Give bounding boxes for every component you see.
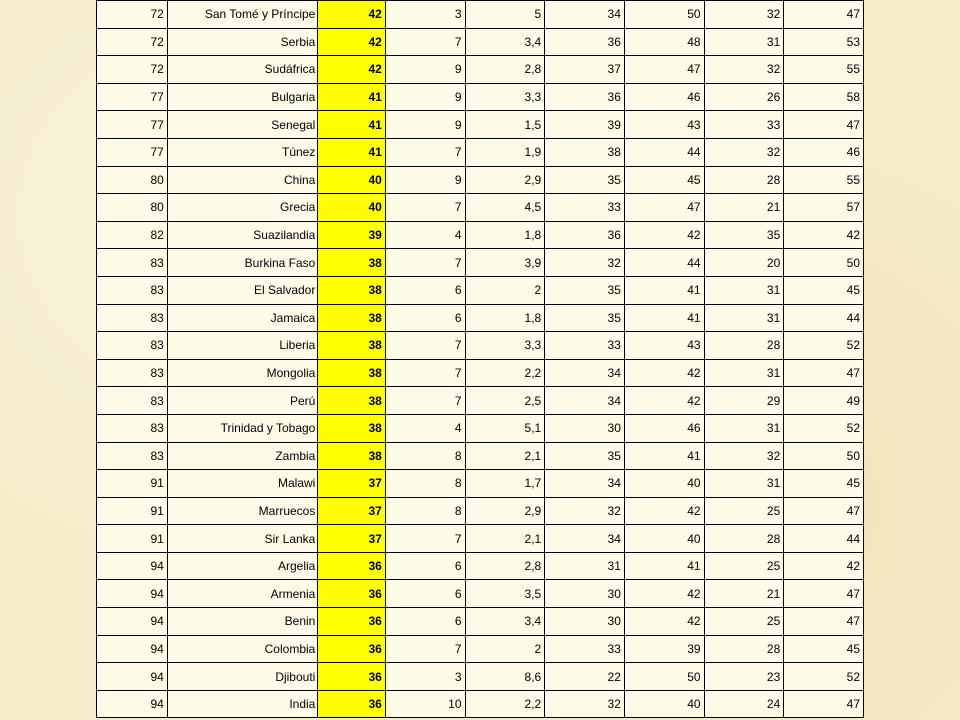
table-row [97, 663, 864, 691]
country-cell: Sir Lanka [167, 525, 318, 553]
value-cell-4: 45 [624, 166, 704, 194]
rank-cell: 83 [97, 304, 168, 332]
value-cell-2: 2,8 [465, 56, 545, 84]
table-row [97, 470, 864, 498]
value-cell-3: 39 [545, 111, 625, 139]
value-cell-4: 46 [624, 83, 704, 111]
value-cell-1: 7 [385, 525, 465, 553]
value-cell-3: 38 [545, 138, 625, 166]
value-cell-1: 8 [385, 470, 465, 498]
value-cell-1: 8 [385, 442, 465, 470]
score-cell: 37 [318, 470, 386, 498]
table-row [97, 249, 864, 277]
value-cell-5: 28 [704, 635, 784, 663]
rank-cell: 83 [97, 276, 168, 304]
score-cell: 36 [318, 663, 386, 691]
country-cell: Argelia [167, 552, 318, 580]
score-cell: 42 [318, 1, 386, 29]
rank-cell: 83 [97, 249, 168, 277]
value-cell-6: 45 [784, 470, 864, 498]
score-cell: 39 [318, 221, 386, 249]
score-cell: 37 [318, 525, 386, 553]
value-cell-4: 39 [624, 635, 704, 663]
value-cell-2: 2,2 [465, 690, 545, 718]
value-cell-3: 36 [545, 28, 625, 56]
country-cell: Burkina Faso [167, 249, 318, 277]
table-row [97, 304, 864, 332]
value-cell-4: 41 [624, 442, 704, 470]
value-cell-2: 3,4 [465, 608, 545, 636]
value-cell-6: 57 [784, 194, 864, 222]
country-cell: Sudáfrica [167, 56, 318, 84]
value-cell-3: 36 [545, 221, 625, 249]
value-cell-2: 8,6 [465, 663, 545, 691]
value-cell-4: 42 [624, 221, 704, 249]
value-cell-3: 30 [545, 414, 625, 442]
value-cell-5: 32 [704, 442, 784, 470]
value-cell-6: 53 [784, 28, 864, 56]
value-cell-6: 50 [784, 442, 864, 470]
country-cell: China [167, 166, 318, 194]
value-cell-2: 2,1 [465, 525, 545, 553]
rank-cell: 80 [97, 194, 168, 222]
score-cell: 42 [318, 28, 386, 56]
value-cell-5: 31 [704, 470, 784, 498]
rank-cell: 80 [97, 166, 168, 194]
country-cell: Djibouti [167, 663, 318, 691]
value-cell-6: 47 [784, 111, 864, 139]
value-cell-4: 40 [624, 470, 704, 498]
value-cell-3: 32 [545, 249, 625, 277]
country-cell: Suazilandia [167, 221, 318, 249]
table-row [97, 166, 864, 194]
table-row [97, 359, 864, 387]
value-cell-1: 3 [385, 663, 465, 691]
table-row [97, 56, 864, 84]
value-cell-4: 42 [624, 580, 704, 608]
value-cell-1: 8 [385, 497, 465, 525]
country-cell: Colombia [167, 635, 318, 663]
value-cell-6: 55 [784, 56, 864, 84]
value-cell-5: 23 [704, 663, 784, 691]
value-cell-3: 32 [545, 690, 625, 718]
value-cell-3: 34 [545, 1, 625, 29]
table-row [97, 635, 864, 663]
value-cell-2: 3,5 [465, 580, 545, 608]
value-cell-5: 31 [704, 414, 784, 442]
value-cell-2: 5 [465, 1, 545, 29]
value-cell-1: 10 [385, 690, 465, 718]
value-cell-5: 24 [704, 690, 784, 718]
value-cell-2: 3,3 [465, 83, 545, 111]
value-cell-1: 9 [385, 83, 465, 111]
score-cell: 37 [318, 497, 386, 525]
score-cell: 40 [318, 166, 386, 194]
score-cell: 38 [318, 442, 386, 470]
rank-cell: 94 [97, 580, 168, 608]
value-cell-1: 9 [385, 56, 465, 84]
value-cell-2: 1,8 [465, 221, 545, 249]
rank-cell: 94 [97, 635, 168, 663]
value-cell-4: 42 [624, 359, 704, 387]
value-cell-5: 32 [704, 138, 784, 166]
rank-cell: 91 [97, 525, 168, 553]
table-row [97, 138, 864, 166]
value-cell-3: 33 [545, 635, 625, 663]
score-cell: 38 [318, 276, 386, 304]
value-cell-2: 2,9 [465, 497, 545, 525]
value-cell-1: 6 [385, 552, 465, 580]
value-cell-2: 3,3 [465, 332, 545, 360]
country-cell: Perú [167, 387, 318, 415]
value-cell-2: 2,8 [465, 552, 545, 580]
value-cell-4: 42 [624, 387, 704, 415]
value-cell-6: 55 [784, 166, 864, 194]
value-cell-6: 45 [784, 276, 864, 304]
country-cell: Malawi [167, 470, 318, 498]
country-cell: Mongolia [167, 359, 318, 387]
country-cell: Armenia [167, 580, 318, 608]
table-row [97, 552, 864, 580]
value-cell-2: 1,7 [465, 470, 545, 498]
country-cell: Liberia [167, 332, 318, 360]
value-cell-5: 32 [704, 1, 784, 29]
country-cell: Senegal [167, 111, 318, 139]
value-cell-3: 37 [545, 56, 625, 84]
value-cell-6: 42 [784, 552, 864, 580]
value-cell-5: 35 [704, 221, 784, 249]
value-cell-2: 3,9 [465, 249, 545, 277]
country-cell: Bulgaria [167, 83, 318, 111]
score-cell: 38 [318, 387, 386, 415]
value-cell-3: 36 [545, 83, 625, 111]
table-row [97, 332, 864, 360]
value-cell-4: 40 [624, 525, 704, 553]
value-cell-2: 1,5 [465, 111, 545, 139]
score-cell: 36 [318, 635, 386, 663]
value-cell-2: 2 [465, 276, 545, 304]
country-cell: Serbia [167, 28, 318, 56]
value-cell-6: 52 [784, 332, 864, 360]
country-cell: Zambia [167, 442, 318, 470]
value-cell-3: 34 [545, 359, 625, 387]
value-cell-4: 46 [624, 414, 704, 442]
value-cell-5: 21 [704, 580, 784, 608]
value-cell-5: 25 [704, 552, 784, 580]
table-row [97, 111, 864, 139]
rank-cell: 91 [97, 497, 168, 525]
rank-cell: 83 [97, 442, 168, 470]
value-cell-6: 47 [784, 1, 864, 29]
value-cell-1: 4 [385, 414, 465, 442]
value-cell-1: 6 [385, 304, 465, 332]
value-cell-6: 49 [784, 387, 864, 415]
value-cell-5: 20 [704, 249, 784, 277]
score-cell: 38 [318, 359, 386, 387]
value-cell-6: 46 [784, 138, 864, 166]
score-cell: 38 [318, 249, 386, 277]
value-cell-4: 44 [624, 138, 704, 166]
value-cell-5: 33 [704, 111, 784, 139]
value-cell-4: 40 [624, 690, 704, 718]
value-cell-1: 7 [385, 332, 465, 360]
table-row [97, 442, 864, 470]
value-cell-4: 50 [624, 663, 704, 691]
value-cell-1: 3 [385, 1, 465, 29]
value-cell-3: 30 [545, 580, 625, 608]
table-row [97, 276, 864, 304]
value-cell-6: 44 [784, 525, 864, 553]
value-cell-3: 33 [545, 332, 625, 360]
value-cell-4: 50 [624, 1, 704, 29]
value-cell-2: 4,5 [465, 194, 545, 222]
ranking-table [96, 0, 864, 718]
value-cell-2: 2 [465, 635, 545, 663]
value-cell-4: 43 [624, 111, 704, 139]
value-cell-5: 31 [704, 304, 784, 332]
value-cell-1: 7 [385, 249, 465, 277]
value-cell-5: 31 [704, 28, 784, 56]
value-cell-3: 35 [545, 304, 625, 332]
value-cell-4: 43 [624, 332, 704, 360]
country-cell: India [167, 690, 318, 718]
value-cell-2: 2,1 [465, 442, 545, 470]
value-cell-6: 47 [784, 580, 864, 608]
value-cell-5: 31 [704, 276, 784, 304]
value-cell-4: 42 [624, 608, 704, 636]
value-cell-2: 1,8 [465, 304, 545, 332]
score-cell: 36 [318, 690, 386, 718]
value-cell-6: 50 [784, 249, 864, 277]
value-cell-6: 58 [784, 83, 864, 111]
value-cell-1: 6 [385, 580, 465, 608]
country-cell: Jamaica [167, 304, 318, 332]
score-cell: 41 [318, 83, 386, 111]
country-cell: Marruecos [167, 497, 318, 525]
score-cell: 36 [318, 580, 386, 608]
value-cell-4: 47 [624, 56, 704, 84]
value-cell-6: 45 [784, 635, 864, 663]
value-cell-6: 47 [784, 359, 864, 387]
value-cell-1: 7 [385, 194, 465, 222]
value-cell-2: 2,2 [465, 359, 545, 387]
rank-cell: 94 [97, 608, 168, 636]
value-cell-3: 30 [545, 608, 625, 636]
value-cell-4: 41 [624, 552, 704, 580]
value-cell-5: 28 [704, 525, 784, 553]
score-cell: 36 [318, 552, 386, 580]
value-cell-2: 2,5 [465, 387, 545, 415]
score-cell: 42 [318, 56, 386, 84]
value-cell-3: 34 [545, 387, 625, 415]
country-cell: Trinidad y Tobago [167, 414, 318, 442]
country-cell: San Tomé y Príncipe [167, 1, 318, 29]
score-cell: 38 [318, 304, 386, 332]
country-cell: El Salvador [167, 276, 318, 304]
value-cell-3: 34 [545, 525, 625, 553]
value-cell-3: 22 [545, 663, 625, 691]
rank-cell: 83 [97, 332, 168, 360]
value-cell-1: 6 [385, 276, 465, 304]
value-cell-6: 47 [784, 690, 864, 718]
country-cell: Grecia [167, 194, 318, 222]
value-cell-5: 29 [704, 387, 784, 415]
score-cell: 41 [318, 138, 386, 166]
value-cell-2: 5,1 [465, 414, 545, 442]
value-cell-1: 7 [385, 28, 465, 56]
value-cell-4: 48 [624, 28, 704, 56]
value-cell-5: 28 [704, 332, 784, 360]
value-cell-3: 34 [545, 470, 625, 498]
rank-cell: 82 [97, 221, 168, 249]
value-cell-2: 2,9 [465, 166, 545, 194]
value-cell-5: 31 [704, 359, 784, 387]
value-cell-1: 9 [385, 166, 465, 194]
rank-cell: 94 [97, 552, 168, 580]
value-cell-6: 44 [784, 304, 864, 332]
rank-cell: 77 [97, 138, 168, 166]
rank-cell: 94 [97, 690, 168, 718]
value-cell-6: 47 [784, 497, 864, 525]
table-row [97, 525, 864, 553]
value-cell-1: 7 [385, 387, 465, 415]
value-cell-3: 31 [545, 552, 625, 580]
rank-cell: 77 [97, 83, 168, 111]
table-row [97, 194, 864, 222]
value-cell-3: 32 [545, 497, 625, 525]
rank-cell: 83 [97, 387, 168, 415]
value-cell-1: 9 [385, 111, 465, 139]
table-row [97, 387, 864, 415]
value-cell-2: 1,9 [465, 138, 545, 166]
table-row [97, 1, 864, 29]
value-cell-6: 52 [784, 414, 864, 442]
table-row [97, 221, 864, 249]
value-cell-1: 6 [385, 608, 465, 636]
table-row [97, 690, 864, 718]
country-cell: Benin [167, 608, 318, 636]
rank-cell: 77 [97, 111, 168, 139]
rank-cell: 72 [97, 1, 168, 29]
table-row [97, 497, 864, 525]
table-row [97, 608, 864, 636]
value-cell-6: 42 [784, 221, 864, 249]
value-cell-4: 41 [624, 304, 704, 332]
score-cell: 41 [318, 111, 386, 139]
value-cell-6: 47 [784, 608, 864, 636]
ranking-table-body [97, 1, 864, 718]
score-cell: 38 [318, 332, 386, 360]
rank-cell: 72 [97, 28, 168, 56]
value-cell-4: 47 [624, 194, 704, 222]
value-cell-5: 21 [704, 194, 784, 222]
value-cell-3: 35 [545, 276, 625, 304]
value-cell-4: 41 [624, 276, 704, 304]
value-cell-5: 25 [704, 497, 784, 525]
score-cell: 36 [318, 608, 386, 636]
table-row [97, 414, 864, 442]
table-row [97, 83, 864, 111]
value-cell-4: 42 [624, 497, 704, 525]
value-cell-3: 35 [545, 442, 625, 470]
rank-cell: 91 [97, 470, 168, 498]
table-row [97, 28, 864, 56]
value-cell-4: 44 [624, 249, 704, 277]
table-row [97, 580, 864, 608]
value-cell-3: 35 [545, 166, 625, 194]
rank-cell: 83 [97, 359, 168, 387]
rank-cell: 83 [97, 414, 168, 442]
value-cell-1: 4 [385, 221, 465, 249]
country-cell: Túnez [167, 138, 318, 166]
value-cell-1: 7 [385, 359, 465, 387]
value-cell-1: 7 [385, 635, 465, 663]
value-cell-5: 28 [704, 166, 784, 194]
value-cell-2: 3,4 [465, 28, 545, 56]
value-cell-3: 33 [545, 194, 625, 222]
rank-cell: 94 [97, 663, 168, 691]
value-cell-5: 26 [704, 83, 784, 111]
score-cell: 40 [318, 194, 386, 222]
value-cell-1: 7 [385, 138, 465, 166]
value-cell-6: 52 [784, 663, 864, 691]
value-cell-5: 32 [704, 56, 784, 84]
score-cell: 38 [318, 414, 386, 442]
rank-cell: 72 [97, 56, 168, 84]
value-cell-5: 25 [704, 608, 784, 636]
